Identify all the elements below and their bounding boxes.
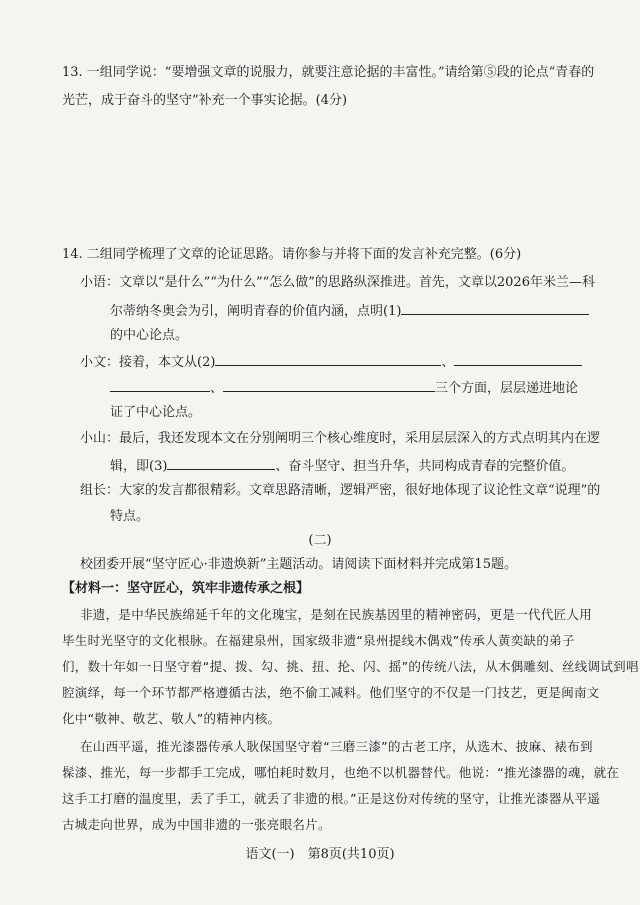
section-intro: 校团委开展“坚守匠心·非遗焕新”主题活动。请阅读下面材料并完成第15题。 xyxy=(80,557,517,572)
q14-prompt: 14. 二组同学梳理了文章的论证思路。请你参与并将下面的发言补充完整。(6分) xyxy=(62,247,522,262)
material-paragraph-line: 古城走向世界，成为中国非遗的一张亮眼名片。 xyxy=(62,817,331,832)
xiaoyu-line3: 的中心论点。 xyxy=(110,328,189,343)
answer-blank-2c[interactable] xyxy=(110,378,210,392)
xiaoshan-line2-lead: 辑，即(3) xyxy=(110,459,168,474)
material-title: 【材料一：坚守匠心，筑牢非遗传承之根】 xyxy=(62,581,310,596)
answer-blank-2b[interactable] xyxy=(454,352,582,366)
xiaowen-line2 xyxy=(110,378,578,398)
material-paragraph-line: 们，数十年如一日坚守着“提、拨、勾、挑、扭、抡、闪、摇”的传统八法，从木偶雕刻、丝线调试到唱 xyxy=(62,659,639,674)
material-paragraph-line: 化中“敬神、敬艺、敬人”的精神内核。 xyxy=(62,711,281,726)
q13-prompt-line1: 13. 一组同学说：“要增强文章的说服力，就要注意论据的丰富性。”请给第⑤段的论点“青春的 xyxy=(62,65,595,80)
xiaowen-sep1: 、 xyxy=(441,355,455,370)
material-paragraph-line: 这手工打磨的温度里，丢了手工，就丢了非遗的根。”正是这份对传统的坚守，让推光漆器从平遥 xyxy=(62,791,601,806)
xiaoyu-line2-text: 尔蒂纳冬奥会为引，阐明青春的价值内涵，点明(1) xyxy=(110,304,402,319)
material-paragraph-line: 髹漆、推光，每一步都手工完成，哪怕耗时数月，也绝不以机器替代。他说：“推光漆器的魂，就在 xyxy=(62,765,620,780)
xiaowen-line1-text: 小文：接着，本文从(2) xyxy=(80,355,216,370)
xiaoyu-line1: 小语：文章以“是什么”“为什么”“怎么做”的思路纵深推进。首先，文章以2026年米兰—科 xyxy=(80,275,595,290)
zuzhang-line1: 组长：大家的发言都很精彩。文章思路清晰，逻辑严密，很好地体现了议论性文章“说理”的 xyxy=(80,483,601,498)
material-paragraph-line: 非遗，是中华民族绵延千年的文化瑰宝，是刻在民族基因里的精神密码，更是一代代匠人用 xyxy=(80,607,593,622)
page-footer: 语文(一) 第8页(共10页) xyxy=(245,847,395,862)
answer-blank-1[interactable] xyxy=(401,301,589,315)
material-paragraph-line: 在山西平遥，推光漆器传承人耿保国坚守着“三磨三漆”的古老工序，从选木、披麻、裱布到 xyxy=(80,739,593,754)
answer-blank-3[interactable] xyxy=(167,456,275,470)
section-heading: (二) xyxy=(308,533,332,548)
xiaowen-line1 xyxy=(80,352,582,372)
xiaowen-line2-text: 三个方面，层层递进地论 xyxy=(435,381,579,396)
answer-blank-2d[interactable] xyxy=(223,378,435,392)
zuzhang-line2: 特点。 xyxy=(110,509,150,524)
material-paragraph-line: 腔演绎，每一个环节都严格遵循古法，绝不偷工减料。他们坚守的不仅是一门技艺，更是闽南文 xyxy=(62,685,600,700)
xiaoshan-line2 xyxy=(110,456,574,476)
q13-prompt-line2: 光芒，成于奋斗的坚守”补充一个事实论据。(4分) xyxy=(62,93,348,108)
xiaoshan-line1: 小山：最后，我还发现本文在分别阐明三个核心维度时，采用层层深入的方式点明其内在逻 xyxy=(80,431,601,446)
xiaowen-sep2: 、 xyxy=(210,381,224,396)
xiaoyu-line2 xyxy=(110,301,589,321)
material-paragraph-line: 毕生时光坚守的文化根脉。在福建泉州，国家级非遗“泉州提线木偶戏”传承人黄奕缺的弟子 xyxy=(62,633,575,648)
xiaoshan-line2-tail: 、奋斗坚守、担当升华，共同构成青春的完整价值。 xyxy=(275,459,575,474)
xiaowen-line3: 证了中心论点。 xyxy=(110,405,202,420)
answer-blank-2a[interactable] xyxy=(215,352,441,366)
